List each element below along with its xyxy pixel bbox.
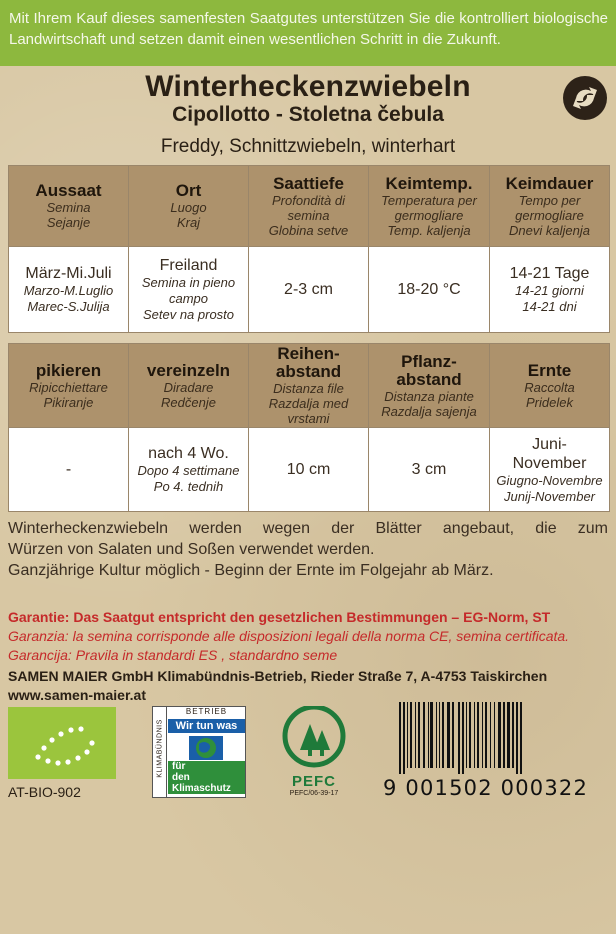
barcode-bar	[439, 702, 440, 768]
header-sub-text: Kraj	[176, 215, 201, 230]
header-sub-text: Luogo	[170, 200, 207, 215]
header-cell	[369, 344, 490, 428]
barcode-bar	[507, 702, 510, 768]
description	[8, 518, 608, 581]
header-sub-text: Dnevi kaljenja	[509, 222, 590, 238]
header-sub-text: semina	[287, 207, 330, 223]
header-sub-text: Temperatura per	[381, 192, 477, 208]
klima-side-text: KLIMABÜNDNIS	[156, 719, 164, 778]
pefc-logo	[278, 706, 350, 798]
header-cell	[369, 166, 490, 247]
value-main-text: Juni- November	[512, 435, 587, 472]
value-sub-text: Setev na prosto	[142, 307, 235, 322]
barcode-bar	[436, 702, 437, 768]
value-cell	[490, 247, 610, 333]
barcode-bar	[418, 702, 420, 768]
value-sub-text: Po 4. tednih	[153, 479, 224, 494]
barcode-bar	[428, 702, 429, 768]
value-cell	[249, 247, 369, 333]
header-sub-text: Semina	[46, 200, 91, 215]
value-main-text: -	[65, 461, 72, 478]
value-sub-text: Junij-November	[503, 488, 596, 504]
barcode-bar	[498, 702, 501, 768]
header-sub-text: Pikiranje	[43, 394, 94, 410]
header-sub-text: Razdalja med	[268, 396, 349, 411]
description-line: Winterheckenzwiebeln werden wegen der Blätter angebaut, die zum	[8, 520, 608, 537]
value-main-text: Freiland	[159, 257, 218, 274]
company-address: SAMEN MAIER GmbH Klimabündnis-Betrieb, Rieder Straße 7, A-4753 Taiskirchen	[8, 668, 548, 684]
barcode-bar	[415, 702, 416, 768]
guarantee-sl: Garancija: Pravila in standardi ES , standardno seme	[8, 647, 338, 663]
header-sub-text: Globina setve	[268, 222, 349, 238]
header-cell	[9, 166, 129, 247]
header-main-text: Ort	[175, 181, 202, 200]
header-sub-text: Tempo per	[518, 192, 581, 208]
header-sub-text: Pridelek	[526, 394, 573, 410]
barcode-bar	[399, 702, 401, 774]
organic-banner	[0, 0, 616, 66]
value-sub-text: Marzo-M.Luglio	[23, 283, 114, 298]
barcode-bar	[447, 702, 450, 768]
barcode-bar	[462, 702, 464, 774]
value-main-text: nach 4 Wo.	[148, 445, 229, 462]
header-cell	[9, 344, 129, 428]
header-sub-text: Razdalja sajenja	[381, 403, 477, 419]
care-header-row	[9, 344, 610, 428]
barcode-bar	[512, 702, 514, 768]
care-value-row	[9, 428, 610, 512]
header-main-text: Pflanz- abstand	[396, 351, 462, 389]
header-main-text: Aussaat	[35, 181, 102, 200]
header-main-text: Ernte	[527, 360, 572, 380]
header-main-text: Saattiefe	[273, 173, 344, 193]
value-sub-text: Marec-S.Julija	[27, 299, 110, 314]
barcode-bar	[520, 702, 522, 774]
value-main-text: März-Mi.Juli	[25, 265, 112, 282]
value-sub-text: 14-21 giorni	[515, 283, 584, 298]
barcode-bar	[410, 702, 412, 768]
header-main-text: pikieren	[35, 360, 102, 380]
barcode-bar	[423, 702, 425, 768]
value-cell	[129, 247, 249, 333]
guarantee-it: Garanzia: la semina corrisponde alle disposizioni legali della norma CE, semina certificata.	[8, 628, 570, 644]
header-main-text: Keimtemp.	[385, 173, 473, 193]
klima-top-text: BETRIEB	[185, 707, 228, 716]
klima-slogan: Wir tun was	[168, 719, 245, 733]
header-cell	[249, 166, 369, 247]
eu-organic-code: AT-BIO-902	[8, 784, 81, 800]
globe-icon	[189, 736, 223, 760]
description-line: Würzen von Salaten und Soßen verwendet werden.	[8, 541, 375, 558]
company-website[interactable]: www.samen-maier.at	[8, 687, 146, 703]
pefc-label: PEFC	[291, 773, 336, 790]
value-cell	[9, 247, 129, 333]
recycle-icon	[562, 75, 608, 121]
product-subtitle: Cipollotto - Stoletna čebula	[172, 103, 444, 126]
product-title: Winterheckenzwiebeln	[145, 70, 471, 103]
eu-star-leaf-icon	[8, 707, 116, 779]
value-cell	[129, 428, 249, 512]
barcode-bar	[430, 702, 433, 768]
sowing-header-row	[9, 166, 610, 247]
value-main-text: 18-20 °C	[397, 281, 461, 298]
guarantee-de: Garantie: Das Saatgut entspricht den gesetzlichen Bestimmungen – EG-Norm, ST	[8, 609, 551, 625]
barcode-bar	[407, 702, 408, 768]
value-sub-text: Giugno-Novembre	[496, 472, 603, 488]
value-cell	[369, 428, 490, 512]
barcode-number: 9 001502 000322	[383, 776, 589, 800]
value-cell	[369, 247, 490, 333]
barcode-bar	[403, 702, 405, 774]
pefc-code: PEFC/06-39-17	[289, 790, 339, 797]
barcode-bar	[474, 702, 475, 768]
value-cell	[249, 428, 369, 512]
guarantee-block	[8, 608, 612, 665]
value-cell	[9, 428, 129, 512]
value-main-text: 3 cm	[411, 461, 447, 478]
banner-text: Mit Ihrem Kauf dieses samenfesten Saatgutes unterstützen Sie die kontrolliert biologische Landwirtschaft und setzen damit einen wesentlichen Schritt in die Zukunft.	[9, 10, 608, 48]
klima-line: für	[172, 761, 186, 772]
value-sub-text: Dopo 4 settimane	[137, 463, 240, 478]
description-line: Ganzjährige Kultur möglich - Beginn der Ernte im Folgejahr ab März.	[8, 562, 494, 579]
header-sub-text: Temp. kaljenja	[387, 222, 471, 238]
eu-organic-leaf-icon	[8, 707, 116, 779]
value-sub-text: 14-21 dni	[522, 299, 577, 314]
product-varieties: Freddy, Schnittzwiebeln, winterhart	[160, 136, 456, 157]
barcode-bar	[466, 702, 467, 768]
barcode-bar	[503, 702, 505, 768]
sowing-table	[8, 165, 610, 333]
header-cell	[129, 166, 249, 247]
header-sub-text: Sejanje	[46, 215, 91, 230]
header-cell	[490, 344, 610, 428]
header-cell	[249, 344, 369, 428]
header-sub-text: vrstami	[287, 411, 330, 426]
barcode-bar	[442, 702, 444, 768]
header-sub-text: germogliare	[515, 207, 584, 223]
barcode-bar	[485, 702, 487, 768]
klima-line: den	[172, 772, 190, 783]
header-sub-text: Raccolta	[524, 379, 575, 395]
barcode-bar	[469, 702, 471, 768]
barcode-bar	[494, 702, 495, 768]
barcode-bar	[477, 702, 479, 768]
klimabuendnis-logo	[152, 706, 246, 798]
value-main-text: 14-21 Tage	[509, 265, 590, 282]
barcode-bar	[452, 702, 454, 768]
header-main-text: Keimdauer	[505, 173, 594, 193]
klima-text-block	[168, 761, 245, 794]
value-sub-text: campo	[168, 291, 209, 306]
sowing-value-row	[9, 247, 610, 333]
header-sub-text: Distanza file	[273, 381, 344, 396]
header-main-text: Reihen- abstand	[275, 344, 342, 381]
klima-line: Klimaschutz	[172, 783, 231, 794]
value-main-text: 10 cm	[286, 461, 331, 478]
pefc-tree-icon	[278, 706, 350, 768]
barcode-bars	[383, 702, 611, 774]
header-sub-text: Ripicchiettare	[29, 379, 108, 395]
header-sub-text: Profondità di	[272, 192, 345, 208]
header-main-text: vereinzeln	[146, 360, 231, 380]
header-sub-text: germogliare	[394, 207, 464, 223]
header-cell	[129, 344, 249, 428]
company-info	[8, 667, 612, 705]
value-main-text: 2-3 cm	[284, 281, 333, 298]
header-sub-text: Diradare	[163, 379, 214, 395]
header-sub-text: Distanza piante	[384, 388, 474, 404]
barcode	[383, 702, 611, 803]
value-sub-text: Semina in pieno	[141, 275, 236, 290]
barcode-bar	[482, 702, 483, 768]
barcode-bar	[490, 702, 491, 768]
barcode-bar	[516, 702, 518, 774]
barcode-bar	[458, 702, 460, 774]
care-table	[8, 343, 610, 512]
header-sub-text: Redčenje	[161, 394, 216, 410]
value-cell	[490, 428, 610, 512]
header-cell	[490, 166, 610, 247]
